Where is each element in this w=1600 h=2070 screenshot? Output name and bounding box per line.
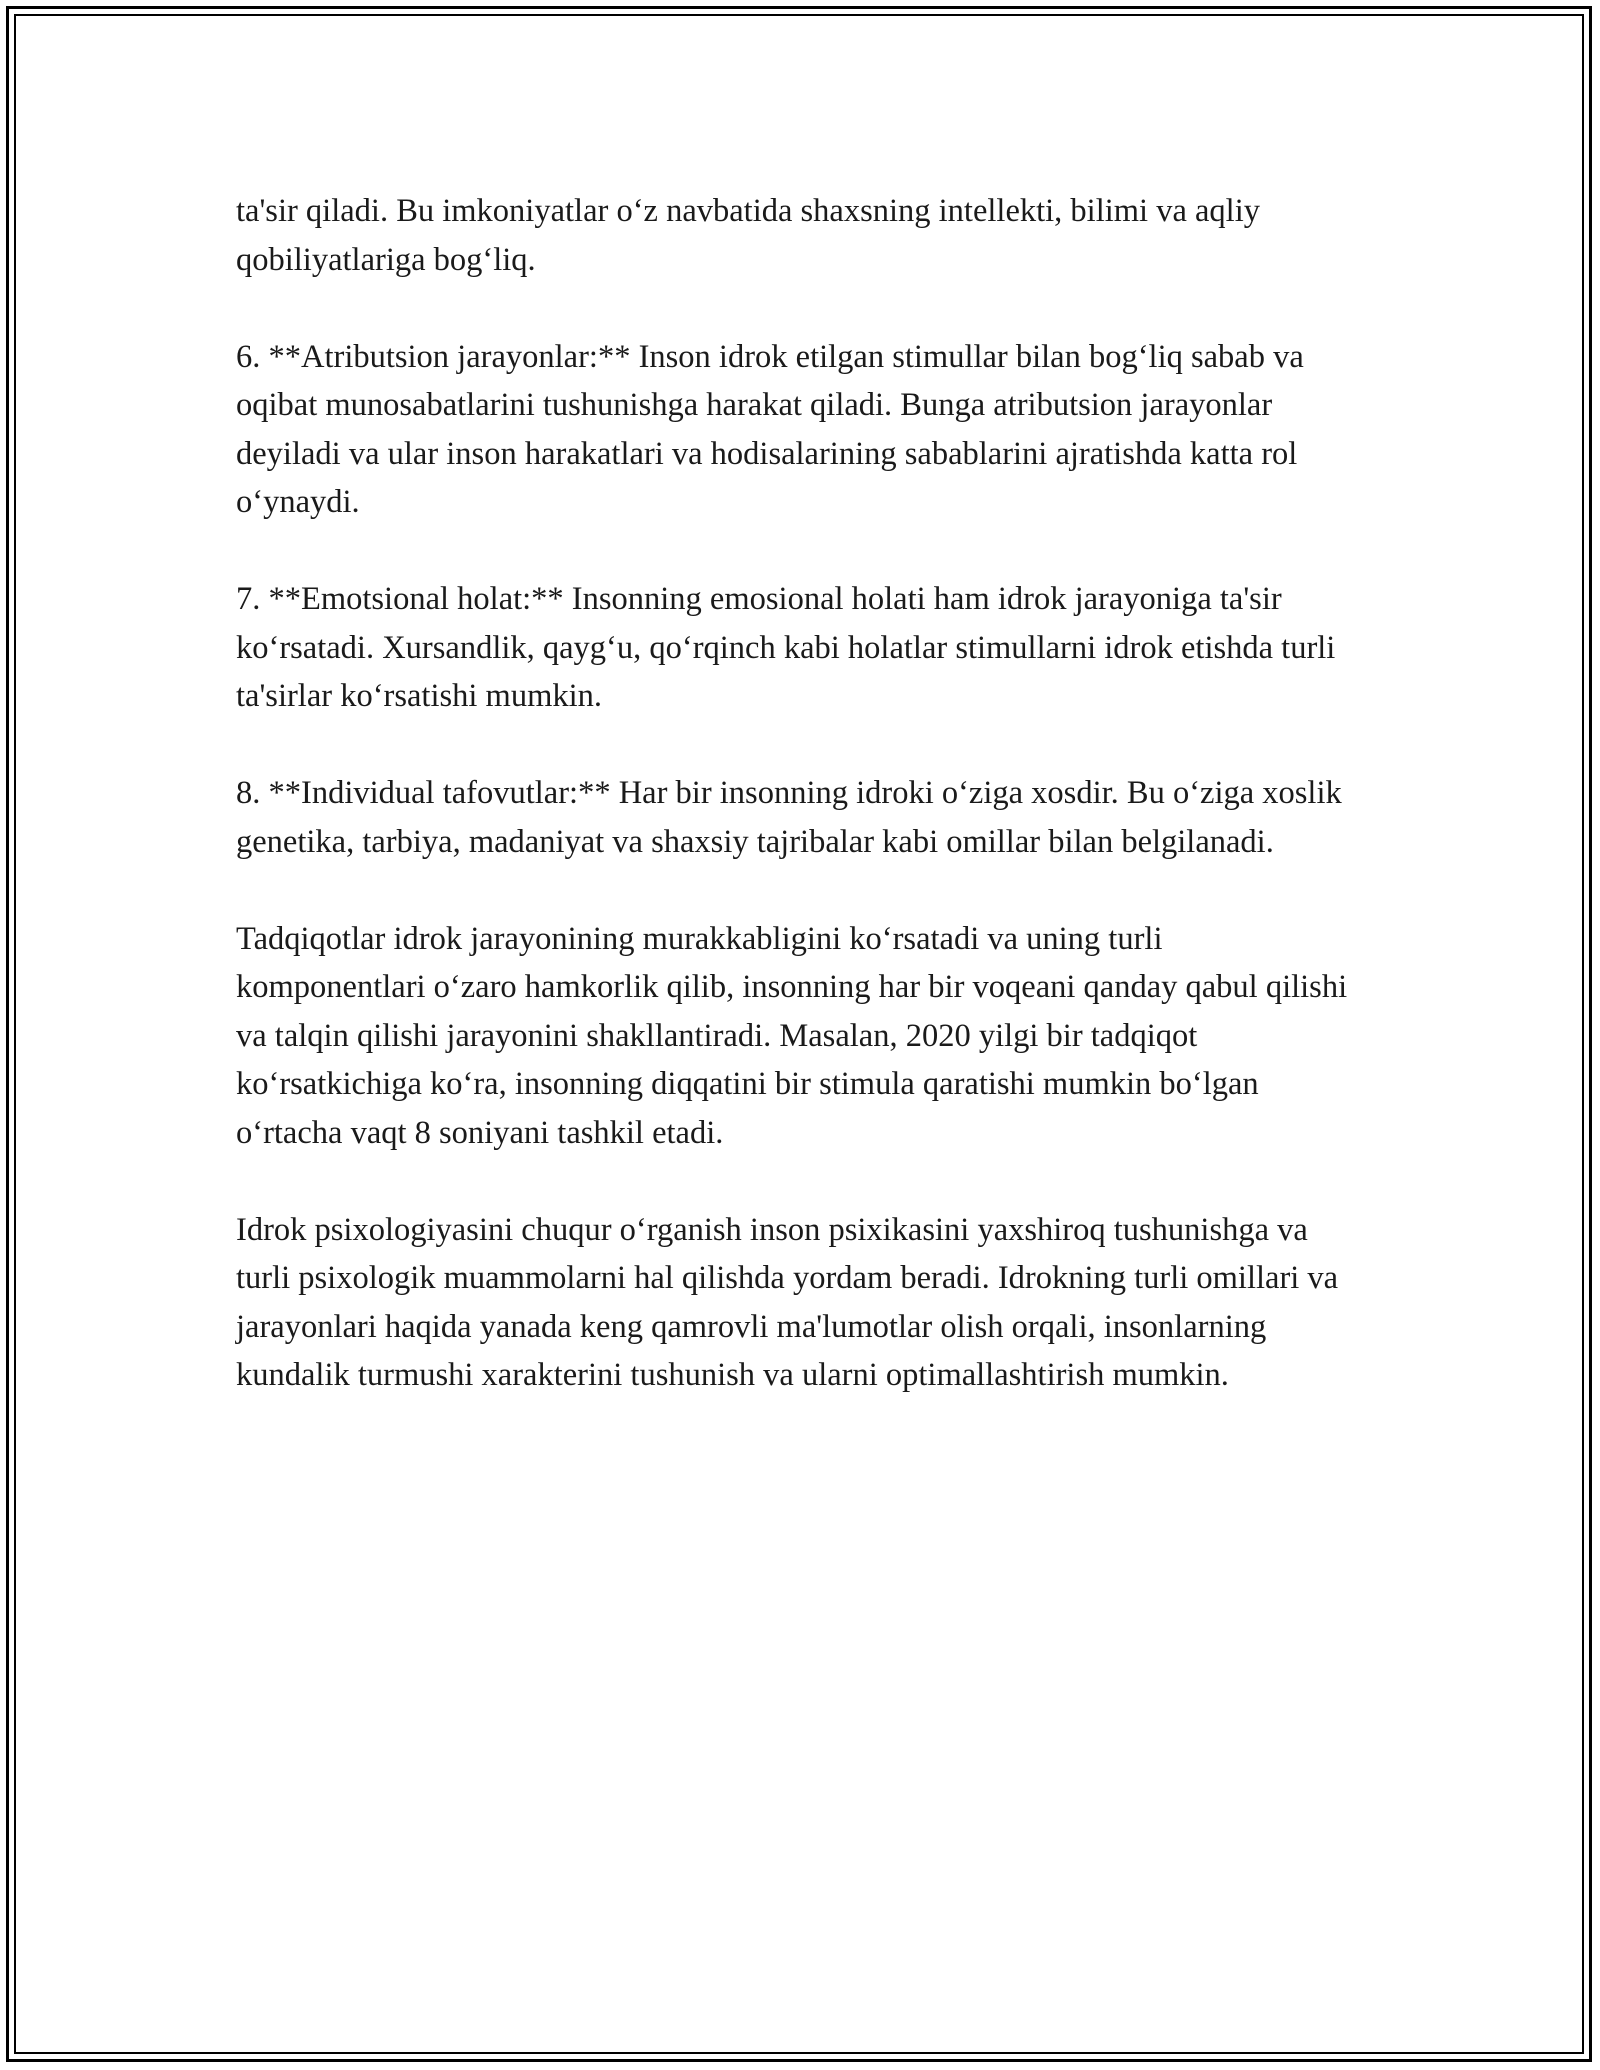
paragraph-continuation: ta'sir qiladi. Bu imkoniyatlar o‘z navbatida shaxsning intellekti, bilimi va aqliy qobiliyatlariga bog‘liq. [236,193,1260,278]
paragraph-conclusion: Idrok psixologiyasini chuqur o‘rganish inson psixikasini yaxshiroq tushunishga va turli psixologik muammolarni hal qilishda yordam beradi. Idrokning turli omillari va jarayonlari haqida yanada keng qamrovli ma'lumotlar olish orqali, insonlarning kundalik turmushi xarakterini tushunish va ularni optimallashtirish mumkin. [236,1211,1339,1393]
paragraph-attributsion-jarayonlar: 6. **Atributsion jarayonlar:** Inson idrok etilgan stimullar bilan bog‘liq sabab va oqibat munosabatlarini tushunishga harakat qiladi. Bunga atributsion jarayonlar deyiladi va ular inson harakatlari va hodisalarining sabablarini ajratishda katta rol o‘ynaydi. [236,338,1304,520]
paragraph-individual-tafovutlar: 8. **Individual tafovutlar:** Har bir insonning idroki o‘ziga xosdir. Bu o‘ziga xoslik genetika, tarbiya, madaniyat va shaxsiy tajribalar kabi omillar bilan belgilanadi. [236,775,1342,860]
document-body [236,187,1356,1448]
paragraph-emotsional-holat: 7. **Emotsional holat:** Insonning emosional holati ham idrok jarayoniga ta'sir ko‘rsatadi. Xursandlik, qayg‘u, qo‘rqinch kabi holatlar stimullarni idrok etishda turli ta'sirlar ko‘rsatishi mumkin. [236,581,1336,714]
paragraph-tadqiqotlar: Tadqiqotlar idrok jarayonining murakkabligini ko‘rsatadi va uning turli komponentlari o‘zaro hamkorlik qilib, insonning har bir voqeani qanday qabul qilishi va talqin qilishi jarayonini shakllantiradi. Masalan, 2020 yilgi bir tadqiqot ko‘rsatkichiga ko‘ra, insonning diqqatini bir stimula qaratishi mumkin bo‘lgan o‘rtacha vaqt 8 soniyani tashkil etadi. [236,920,1348,1151]
